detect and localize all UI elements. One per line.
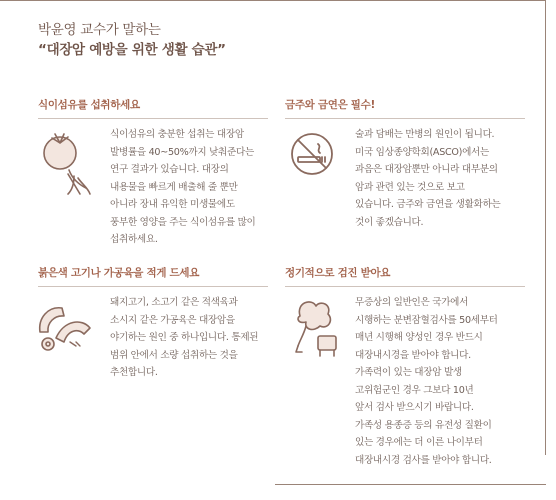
sausage-icon bbox=[34, 298, 96, 356]
body-line: 있습니다. 금주와 금연을 생활화하는 bbox=[355, 199, 501, 210]
body-line: 있는 경우에는 더 이른 나이부터 bbox=[355, 437, 483, 448]
body-line: 돼지고기, 소고기 같은 적색육과 bbox=[110, 297, 238, 308]
title-line-2: “대장암 예방을 위한 생활 습관” bbox=[38, 42, 226, 58]
body-line: 아니라 장내 유익한 미생물에도 bbox=[110, 199, 235, 210]
section-heading: 정기적으로 검진 받아요 bbox=[285, 265, 525, 287]
body-line: 대장내시경 검사를 받아야 합니다. bbox=[355, 454, 492, 466]
section-red-meat bbox=[38, 265, 268, 287]
section-body-no-smoking bbox=[355, 126, 501, 231]
tomato-icon bbox=[38, 128, 92, 196]
section-body-red-meat bbox=[110, 294, 258, 382]
body-line: 암과 관련 있는 것으로 보고 bbox=[355, 181, 465, 193]
body-line: 고위험군인 경우 그보다 10년 bbox=[355, 384, 474, 396]
body-line: 시행하는 분변잠혈검사를 50세부터 bbox=[355, 314, 498, 326]
body-line: 식이섬유의 충분한 섭취는 대장암 bbox=[110, 129, 244, 140]
body-line: 범위 안에서 소량 섭취하는 것을 bbox=[110, 349, 238, 361]
page-title bbox=[38, 20, 226, 60]
body-line: 발병률을 40~50%까지 낮춰준다는 bbox=[110, 146, 254, 158]
body-line: 내용물을 빠르게 배출해 줄 뿐만 bbox=[110, 181, 238, 193]
body-line: 가족성 용종증 등의 유전성 질환이 bbox=[355, 419, 492, 431]
body-line: 풍부한 영양을 주는 식이섬유를 많이 bbox=[110, 216, 256, 228]
body-line: 매년 시행해 양성인 경우 반드시 bbox=[355, 332, 483, 343]
frame-right-border bbox=[545, 0, 546, 455]
frame-bottom-border bbox=[275, 484, 546, 485]
section-body-screening bbox=[355, 294, 498, 469]
body-line: 야기하는 원인 중 하나입니다. 통제된 bbox=[110, 332, 259, 343]
title-line-1: 박윤영 교수가 말하는 bbox=[38, 22, 161, 38]
section-fiber bbox=[38, 97, 268, 119]
section-screening bbox=[285, 265, 525, 287]
body-line: 술과 담배는 만병의 원인이 됩니다. bbox=[355, 129, 495, 140]
body-line: 연구 결과가 있습니다. 대장의 bbox=[110, 164, 229, 175]
body-line: 섭취하세요. bbox=[110, 234, 158, 245]
body-line: 과음은 대장암뿐만 아니라 대부분의 bbox=[355, 164, 498, 175]
colonoscopy-icon bbox=[290, 296, 340, 358]
body-line: 가족력이 있는 대장암 발생 bbox=[355, 367, 462, 378]
section-body-fiber bbox=[110, 126, 256, 249]
body-line: 무증상의 일반인은 국가에서 bbox=[355, 297, 469, 308]
body-line: 대장내시경을 받아야 합니다. bbox=[355, 349, 471, 361]
no-smoking-icon bbox=[288, 130, 336, 178]
body-line: 소시지 같은 가공육은 대장암을 bbox=[110, 314, 235, 326]
section-heading: 금주와 금연은 필수! bbox=[285, 97, 525, 119]
section-no-smoking bbox=[285, 97, 525, 119]
section-heading: 식이섬유를 섭취하세요 bbox=[38, 97, 268, 119]
section-heading: 붉은색 고기나 가공육을 적게 드세요 bbox=[38, 265, 268, 287]
body-line: 앞서 검사 받으시기 바랍니다. bbox=[355, 402, 474, 413]
body-line: 것이 좋겠습니다. bbox=[355, 216, 424, 228]
frame-top-border bbox=[0, 0, 546, 1]
body-line: 추천합니다. bbox=[110, 367, 158, 378]
body-line: 미국 임상종양학회(ASCO)에서는 bbox=[355, 146, 489, 158]
